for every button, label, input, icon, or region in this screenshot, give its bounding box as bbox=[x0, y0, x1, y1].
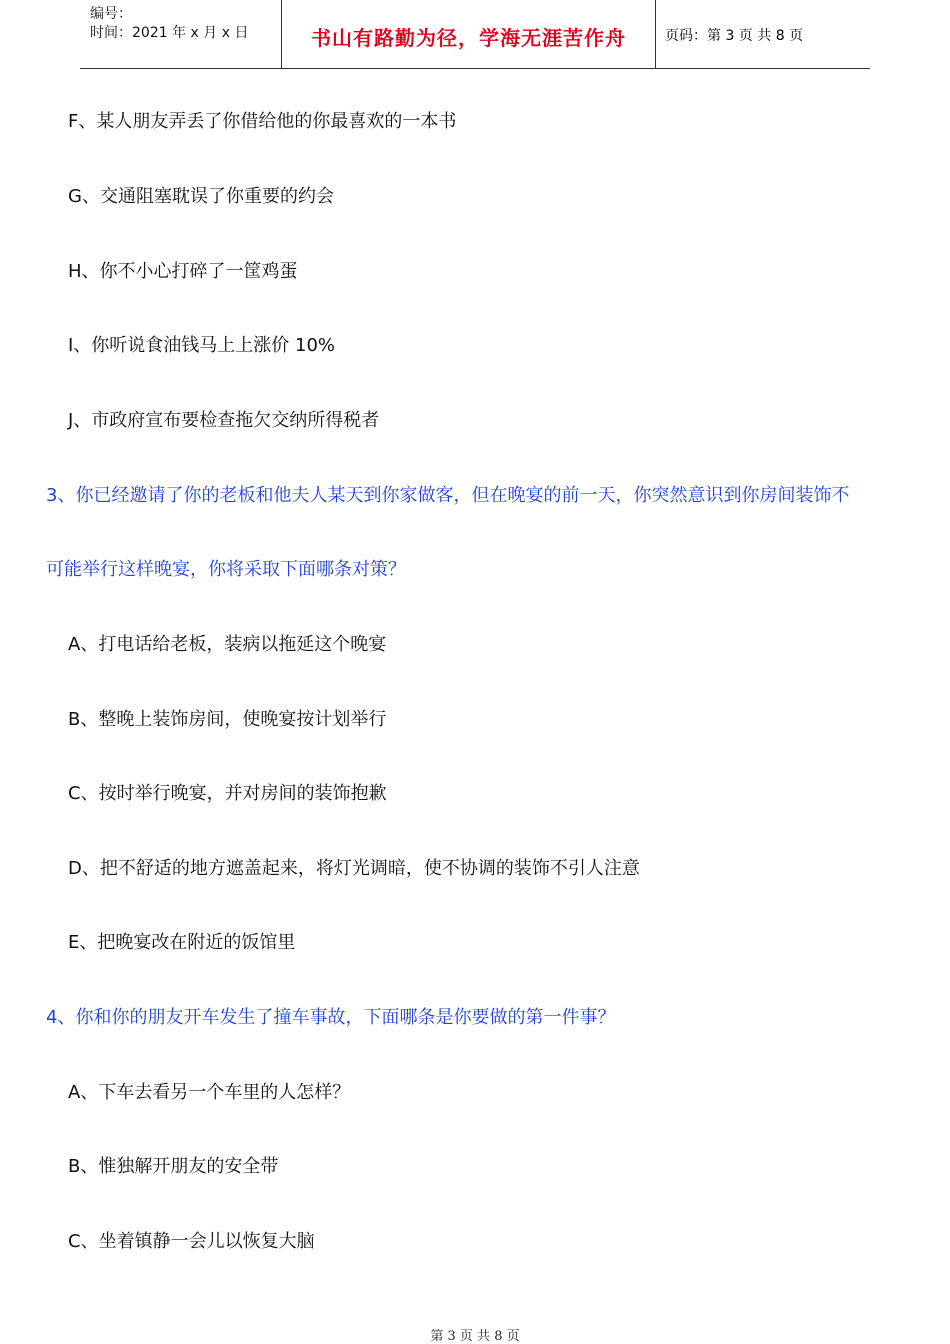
option-f: F、某人朋友弄丢了你借给他的你最喜欢的一本书 bbox=[68, 111, 457, 132]
option-g: G、交通阻塞耽误了你重要的约会 bbox=[68, 186, 334, 207]
document-number-label: 编号： bbox=[90, 6, 132, 22]
page-footer: 第 3 页 共 8 页 bbox=[430, 1329, 520, 1344]
option-i: I、你听说食油钱马上上涨价 10% bbox=[68, 335, 336, 356]
question-4-line-1: 4、你和你的朋友开车发生了撞车事故，下面哪条是你要做的第一件事？ bbox=[46, 1007, 616, 1028]
header-meta-cell bbox=[80, 0, 281, 68]
option-j: J、市政府宣布要检查拖欠交纳所得税者 bbox=[68, 410, 380, 431]
option-h: H、你不小心打碎了一筐鸡蛋 bbox=[68, 261, 298, 282]
question-3-option-e: E、把晚宴改在附近的饭馆里 bbox=[68, 932, 296, 953]
question-4-option-c: C、坐着镇静一会儿以恢复大脑 bbox=[68, 1231, 315, 1252]
header-motto: 书山有路勤为径，学海无涯苦作舟 bbox=[311, 26, 626, 50]
question-3-option-a: A、打电话给老板，装病以拖延这个晚宴 bbox=[68, 634, 387, 655]
question-3-line-2: 可能举行这样晚宴，你将采取下面哪条对策？ bbox=[46, 559, 406, 580]
header-page-cell bbox=[655, 0, 870, 68]
page-header bbox=[80, 0, 870, 69]
question-3-option-d: D、把不舒适的地方遮盖起来，将灯光调暗，使不协调的装饰不引人注意 bbox=[68, 858, 640, 879]
question-3-option-b: B、整晚上装饰房间，使晚宴按计划举行 bbox=[68, 709, 387, 730]
question-3-option-c: C、按时举行晚宴，并对房间的装饰抱歉 bbox=[68, 783, 387, 804]
question-3-line-1: 3、你已经邀请了你的老板和他夫人某天到你家做客，但在晚宴的前一天，你突然意识到你房间装饰不 bbox=[46, 485, 850, 506]
question-4-option-a: A、下车去看另一个车里的人怎样？ bbox=[68, 1082, 351, 1103]
question-4-option-b: B、惟独解开朋友的安全带 bbox=[68, 1156, 279, 1177]
document-time-label: 时间：2021 年 x 月 x 日 bbox=[90, 25, 249, 41]
header-motto-cell bbox=[281, 0, 656, 68]
header-page-info: 页码：第 3 页 共 8 页 bbox=[665, 28, 804, 44]
